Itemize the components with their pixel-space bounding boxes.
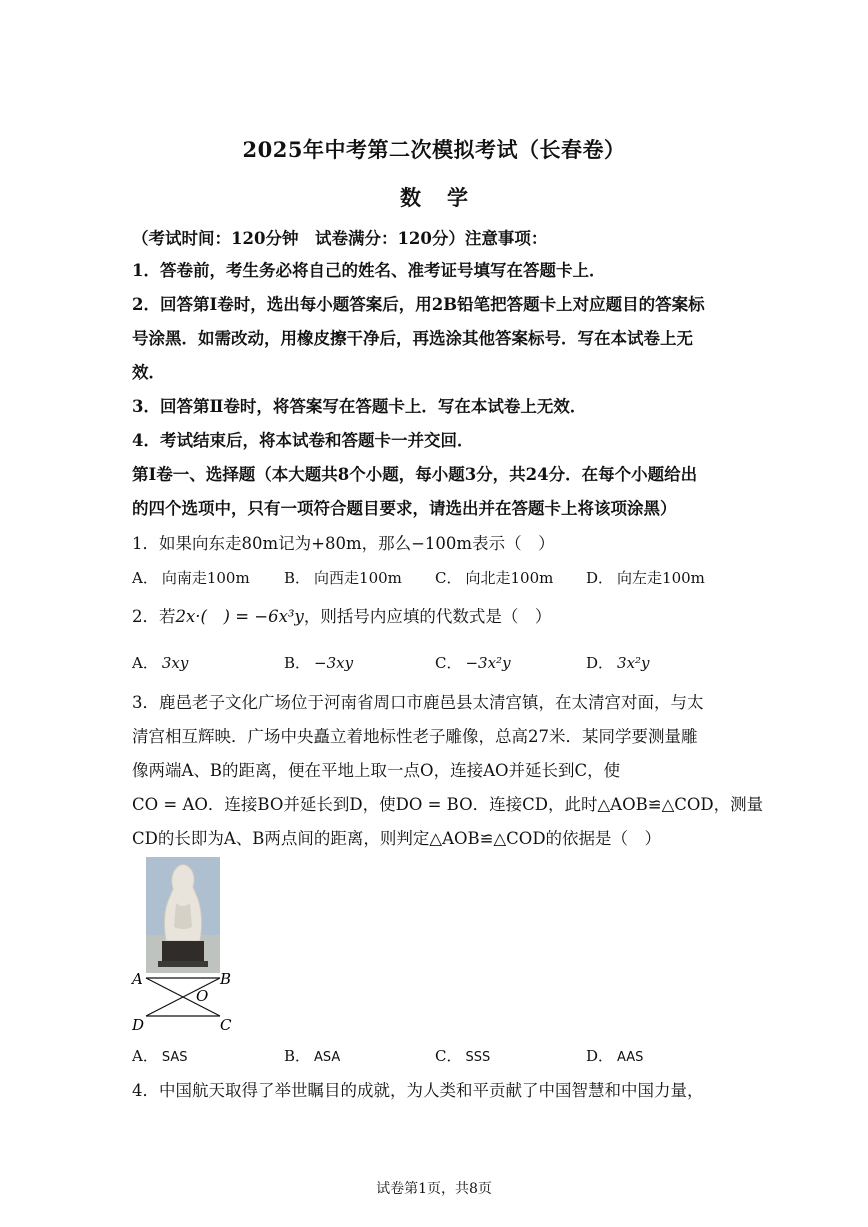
question-3-line-1: 3．鹿邑老子文化广场位于河南省周口市鹿邑县太清宫镇，在太清宫对面，与太 (132, 693, 704, 712)
instruction-1: 1．答卷前，考生务必将自己的姓名、准考证号填写在答题卡上． (132, 261, 606, 280)
question-3-line-2: 清宫相互辉映．广场中央矗立着地标性老子雕像，总高27米．某同学要测量雕 (132, 727, 698, 746)
option-label: D． (586, 654, 614, 672)
option-text: −3xy (314, 654, 354, 672)
option-text: 3xy (161, 654, 189, 672)
question-3-option-c[interactable] (435, 1045, 490, 1066)
point-label-b: B (220, 970, 232, 988)
option-label: D． (586, 1047, 614, 1065)
question-2-option-b[interactable] (284, 652, 353, 673)
option-label: C． (435, 569, 462, 587)
option-text: ASA (314, 1050, 341, 1065)
instructions-heading: （考试时间：120分钟 试卷满分：120分）注意事项： (132, 229, 548, 248)
question-2-stem (132, 606, 742, 628)
question-1-option-b[interactable] (284, 567, 402, 588)
option-text: 3x²y (617, 654, 650, 672)
question-3-line-3: 像两端A、B的距离，便在平地上取一点O，连接AO并延长到C，使 (132, 761, 621, 780)
question-2-option-a[interactable] (132, 652, 188, 673)
option-label: A． (132, 1047, 158, 1065)
option-text: 向西走100m (314, 569, 402, 587)
option-text: 向北走100m (465, 569, 554, 587)
option-text: SAS (161, 1050, 188, 1065)
instruction-2-line-3: 效． (132, 363, 165, 382)
instruction-2-line-1: 2．回答第Ⅰ卷时，选出每小题答案后，用2B铅笔把答题卡上对应题目的答案标 (132, 295, 705, 314)
laozi-statue-photo (146, 857, 220, 973)
question-3-option-d[interactable] (586, 1045, 643, 1066)
question-2-expr-left: 2x·( ) (175, 607, 230, 626)
option-label: B． (284, 1047, 311, 1065)
question-3-line-4: CO = AO．连接BO并延长到D，使DO = BO．连接CD，此时△AOB≌△COD，测量 (132, 795, 764, 814)
option-label: B． (284, 654, 311, 672)
point-label-c: C (220, 1016, 232, 1034)
question-1-options (132, 567, 742, 589)
question-1-option-a[interactable] (132, 567, 250, 588)
question-1-stem: 1．如果向东走80m记为+80m，那么−100m表示（ ） (132, 534, 555, 553)
page-footer: 试卷第1页，共8页 (376, 1181, 492, 1197)
question-3-line-5: CD的长即为A、B两点间的距离，则判定△AOB≌△COD的依据是（ ） (132, 829, 662, 848)
page-title: 2025年中考第二次模拟考试（长春卷） (242, 137, 626, 162)
point-label-o: O (196, 987, 209, 1005)
question-2-option-d[interactable] (586, 652, 650, 673)
question-2-prefix: 2．若 (132, 607, 176, 626)
option-text: SSS (465, 1050, 491, 1065)
section-1-heading-line-2: 的四个选项中，只有一项符合题目要求，请选出并在答题卡上将该项涂黑） (132, 499, 677, 518)
section-1-heading-line-1: 第Ⅰ卷一、选择题（本大题共8个小题，每小题3分，共24分．在每个小题给出 (132, 465, 698, 484)
question-3-option-a[interactable] (132, 1045, 187, 1066)
option-label: A． (132, 654, 158, 672)
option-label: C． (435, 1047, 462, 1065)
option-label: A． (132, 569, 158, 587)
subject-title: 数学 (400, 185, 494, 210)
question-1-option-d[interactable] (586, 567, 705, 588)
question-2-suffix: ，则括号内应填的代数式是（ ） (303, 607, 552, 626)
option-text: 向南走100m (161, 569, 250, 587)
option-text: −3x²y (465, 654, 511, 672)
option-label: D． (586, 569, 614, 587)
question-3-option-b[interactable] (284, 1045, 340, 1066)
triangle-diagram (128, 966, 238, 1034)
instruction-2-line-2: 号涂黑．如需改动，用橡皮擦干净后，再选涂其他答案标号．写在本试卷上无 (132, 329, 693, 348)
point-label-a: A (132, 970, 143, 988)
question-2-option-c[interactable] (435, 652, 511, 673)
option-label: C． (435, 654, 462, 672)
question-2-options (132, 652, 742, 674)
instruction-4: 4．考试结束后，将本试卷和答题卡一并交回． (132, 431, 474, 450)
option-text: AAS (617, 1050, 644, 1065)
question-1-option-c[interactable] (435, 567, 553, 588)
option-text: 向左走100m (617, 569, 705, 587)
question-4-line-1: 4．中国航天取得了举世瞩目的成就，为人类和平贡献了中国智慧和中国力量， (132, 1081, 704, 1100)
point-label-d: D (132, 1016, 145, 1034)
statue-image (146, 857, 220, 973)
option-label: B． (284, 569, 311, 587)
instruction-3: 3．回答第Ⅱ卷时，将答案写在答题卡上．写在本试卷上无效． (132, 397, 587, 416)
question-2-expr-right: = −6x³y (235, 607, 304, 626)
question-3-options (132, 1045, 742, 1067)
